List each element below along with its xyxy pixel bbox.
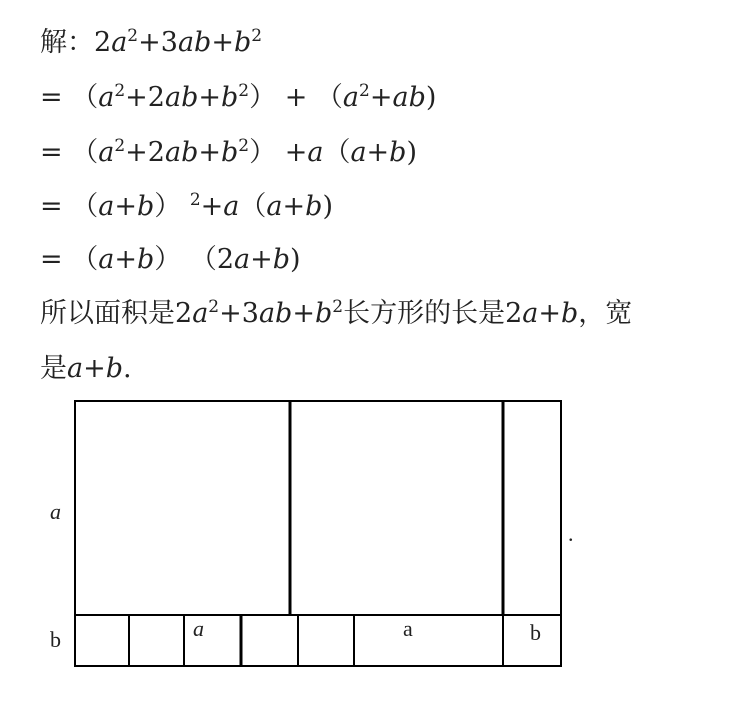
step-3-expression: （a+b） $^2$+a（a+b) [71,190,333,222]
solution-line [40,26,262,60]
step-4-equals: = [40,244,63,275]
conclusion-line-1 [40,297,632,331]
left-label-a: a [50,499,61,524]
step-3-equals: = [40,191,63,222]
left-label-b: b [50,627,61,652]
conclusion-middle: 长方形的长是 [343,298,506,329]
cell-label-b: b [530,620,541,645]
cell-label-a-italic: a [193,616,204,641]
step-2-equals: = [40,137,63,168]
step-4-expression: （a+b） （2a+b) [71,244,301,275]
conclusion-line-2-prefix: 是 [40,353,67,384]
step-1-equals: = [40,82,63,113]
outer-rectangle [75,401,561,666]
step-1-expression: $(a^2+2ab+b^2) + (a^2+ab)$ [71,81,437,113]
step-2-expression: $(a^2+2ab+b^2) +a(a+b)$ [71,136,418,168]
area-expression: $2a^2+3ab+b^2$ [175,297,344,329]
rectangle-figure [40,390,600,680]
length-expression: 2a+b [505,298,579,329]
conclusion-separator: ，宽 [578,298,633,329]
solution-expression: $2a^2+3ab+b^2$ [94,26,263,58]
step-3 [40,190,333,224]
step-2 [40,136,417,170]
conclusion-prefix: 所以面积是 [40,298,175,329]
solution-label: 解： [40,27,94,58]
conclusion-line-2 [40,352,132,386]
trailing-period: . [568,521,574,546]
width-expression: a+b. [67,353,132,384]
step-4 [40,243,301,277]
cell-label-a-plain: a [403,616,413,641]
step-1 [40,81,436,115]
